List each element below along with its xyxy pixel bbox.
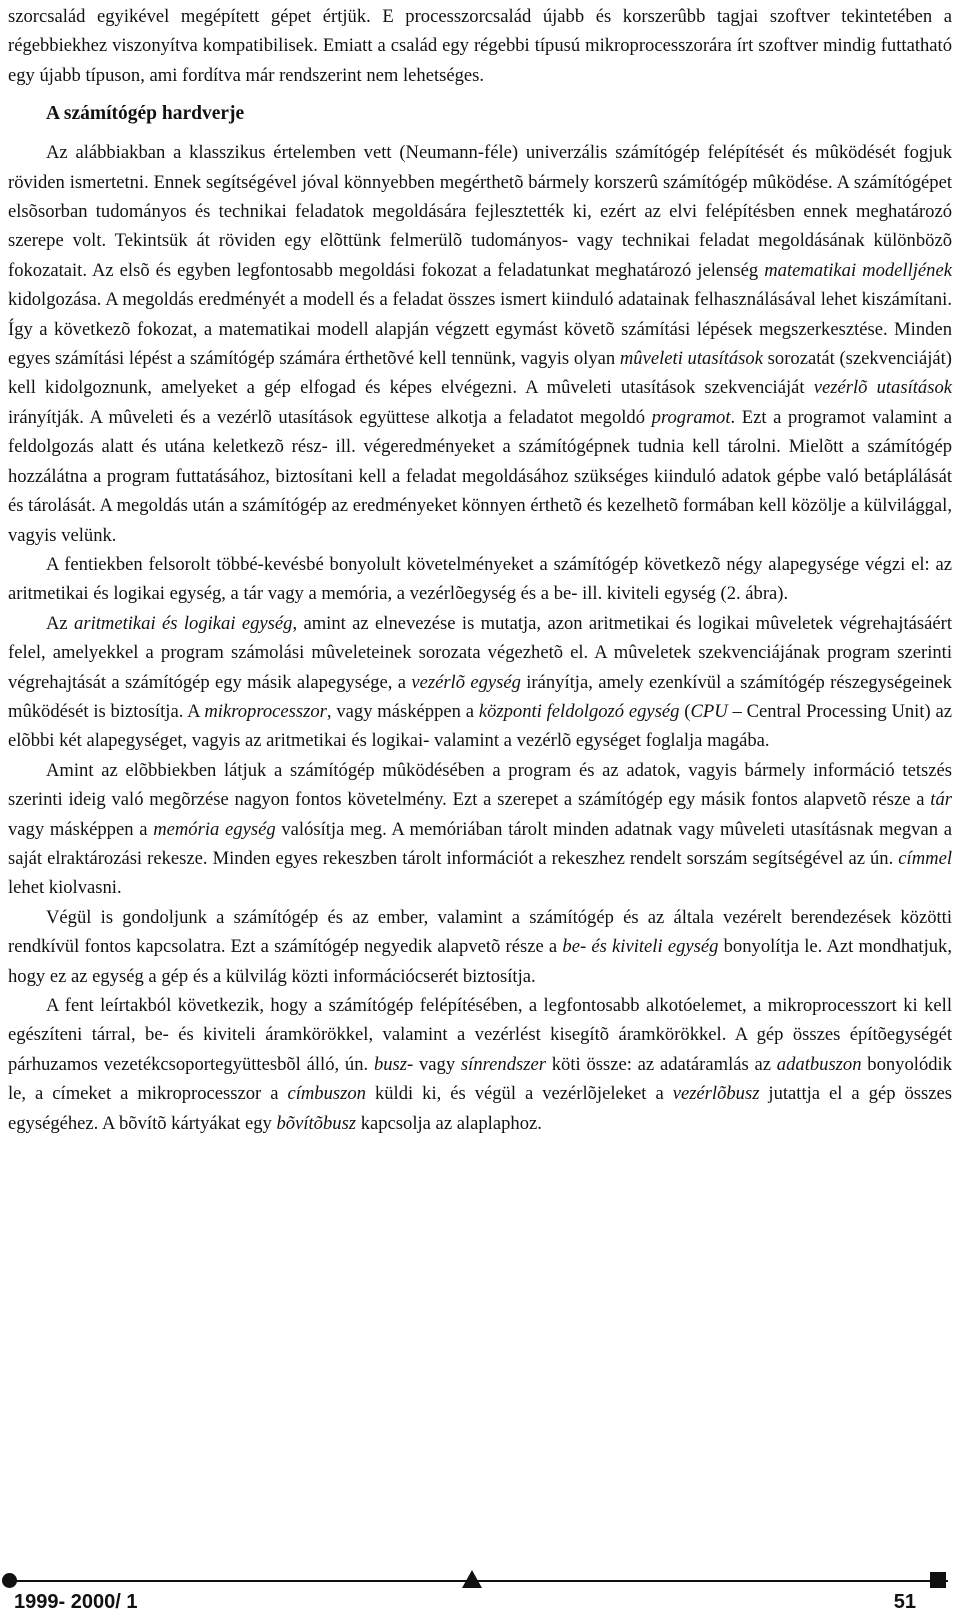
term-cpu: CPU <box>690 700 728 722</box>
term-cpu-name: központi feldolgozó egység <box>478 700 680 722</box>
paragraph-memory: Amint az elõbbiekben látjuk a számítógép mûködésében a program és az adatok, vagyis bármely információ tetszés szerinti ideig való megõrzése nagyon fontos követelmény. Ezt a szerepet a számítógép egy másik fontos alapvetõ része a tár vagy másképpen a memória egység valósítja meg. A memóriában tárolt minden adatnak vagy mûveleti utasításnak megvan a saját elraktározási rekesze. Minden egyes rekeszben tárolt információt a rekeszhez rendelt sorszám segítségével az ún. címmel lehet kiolvasni. <box>8 759 952 899</box>
term-control-instructions: vezérlõ utasítások <box>813 377 952 399</box>
paragraph-continuation: szorcsalád egyikével megépített gépet értjük. E processzorcsalád újabb és korszerûbb tagjai szoftver tekintetében a régebbiekhez viszonyítva kompatibilisek. Emiatt a család egy régebbi típusú mikroprocesszorára írt szoftver mindig futtatható egy újabb típuson, ami fordítva már rendszerint nem lehetséges. <box>8 6 952 86</box>
term-bus: busz <box>373 1053 408 1075</box>
circle-marker-icon <box>2 1573 17 1588</box>
term-expansion-bus: bõvítõbusz <box>276 1112 357 1134</box>
paragraph-four-units: A fentiekben felsorolt többé-kevésbé bonyolult követelményeket a számítógép következõ négy alapegysége végzi el: az aritmetikai és logikai egység, a tár vagy a memória, a vezérlõegység és a be- ill. kiviteli egység (2. ábra). <box>8 553 952 605</box>
issue-number: 1999- 2000/ 1 <box>14 1591 138 1613</box>
article-body <box>8 2 952 1138</box>
page-number: 51 <box>893 1591 916 1613</box>
square-marker-icon <box>930 1572 946 1588</box>
paragraph-bus: A fent leírtakból következik, hogy a számítógép felépítésében, a legfontosabb alkotóelemet, a mikroprocesszort ki kell egészíteni tárral, be- és kiviteli áramkörökkel, valamint a vezérlést kisegítõ áramkörökkel. A gép összes építõegységét párhuzamos vezetékcsoportegyüttesbõl álló, ún. busz- vagy sínrendszer köti össze: az adatáramlás az adatbuszon bonyolódik le, a címeket a mikroprocesszor a címbuszon küldi ki, és végül a vezérlõjeleket a vezérlõbusz jutattja el a gép összes egységéhez. A bõvítõ kártyákat egy bõvítõbusz kapcsolja az alaplaphoz. <box>8 995 952 1134</box>
term-alu: aritmetikai és logikai egység <box>74 612 293 634</box>
term-data-bus: adatbuszon <box>776 1053 862 1075</box>
paragraph-alu: Az aritmetikai és logikai egység, amint az elnevezése is mutatja, azon aritmetikai és logikai mûveletek végrehajtásáért felel, amelyekkel a program számolási mûveleteinek sorozata végezhetõ el. A mûveletek szekvenciájának program szerinti végrehajtását a számítógép egy másik alapegysége, a vezérlõ egység irányítja, amely ezenkívül a számítógép részegységeinek mûködését is biztosítja. A mikroprocesszor, vagy másképpen a központi feldolgozó egység (CPU – Central Processing Unit) az elõbbi két alapegységet, vagyis az aritmetikai és logikai- valamint a vezérlõ egységet foglalja magába. <box>8 612 953 752</box>
term-control-unit: vezérlõ egység <box>411 671 521 693</box>
triangle-marker-icon <box>462 1570 482 1588</box>
term-memory-unit: memória egység <box>153 818 276 840</box>
term-address: címmel <box>898 847 952 869</box>
term-io-unit: be- és kiviteli egység <box>562 936 719 958</box>
paragraph-hardware-intro: Az alábbiakban a klasszikus értelemben vett (Neumann-féle) univerzális számítógép felépítését és mûködését fogjuk röviden ismertetni. Ennek segítségével jóval könnyebben megérthetõ bármely korszerû számítógép mûködése. A számítógépet elsõsorban tudományos és technikai feladatok megoldására fejlesztették ki, ezért az elvi felépítésben ennek meghatározó szerepe volt. Tekintsük át röviden egy elõttünk felmerülõ tudományos- vagy technikai feladat megoldásának különbözõ fokozatait. Az elsõ és egyben legfontosabb megoldási fokozat a feladatunkat meghatározó jelenség matematikai modelljének kidolgozása. A megoldás eredményét a modell és a feladat összes ismert kiinduló adatainak felhasználásával lehet kiszámítani. Így a következõ fokozat, a matematikai modell alapján végzett egymást követõ számítási lépések megszerkesztése. Minden egyes számítási lépést a számítógép számára érthetõvé kell tennünk, vagyis olyan mûveleti utasítások sorozatát (szekvenciáját) kell kidolgoznunk, amelyeket a gép elfogad és képes elvégezni. A mûveleti utasítások szekvenciáját vezérlõ utasítások irányítják. A mûveleti és a vezérlõ utasítások együttese alkotja a feladatot megoldó programot. Ezt a programot valamint a feldolgozás alatt és utána keletkezõ rész- ill. végeredményeket a számítógépnek tudnia kell tárolni. Mielõtt a számítógép hozzálátna a program futtatásához, biztosítani kell a feladat megoldásához szükséges kiinduló adatok gépbe való betáplálását és tárolását. A megoldás után a számítógép az eredményeket könnyen érthetõ és kezelhetõ formában kell közölje a külvilággal, vagyis velünk. <box>8 142 953 546</box>
page-footer <box>0 1570 960 1616</box>
term-microprocessor: mikroprocesszor <box>204 700 327 722</box>
paragraph-io: Végül is gondoljunk a számítógép és az ember, valamint a számítógép és az általa vezérelt berendezések közötti rendkívül fontos kapcsolatra. Ezt a számítógép negyedik alapvetõ része a be- és kiviteli egység bonyolítja le. Azt mondhatjuk, hogy ez az egység a gép és a külvilág közti információcserét biztosítja. <box>8 906 953 987</box>
term-address-bus: címbuszon <box>287 1083 366 1105</box>
term-bus-system: sínrendszer <box>460 1053 546 1075</box>
term-mathematical-model: matematikai modelljének <box>764 259 952 281</box>
term-operation-instructions: mûveleti utasítások <box>619 348 763 370</box>
term-program: programot <box>651 406 731 428</box>
section-heading: A számítógép hardverje <box>46 103 245 125</box>
term-storage: tár <box>930 789 952 811</box>
term-control-bus: vezérlõbusz <box>672 1083 760 1105</box>
